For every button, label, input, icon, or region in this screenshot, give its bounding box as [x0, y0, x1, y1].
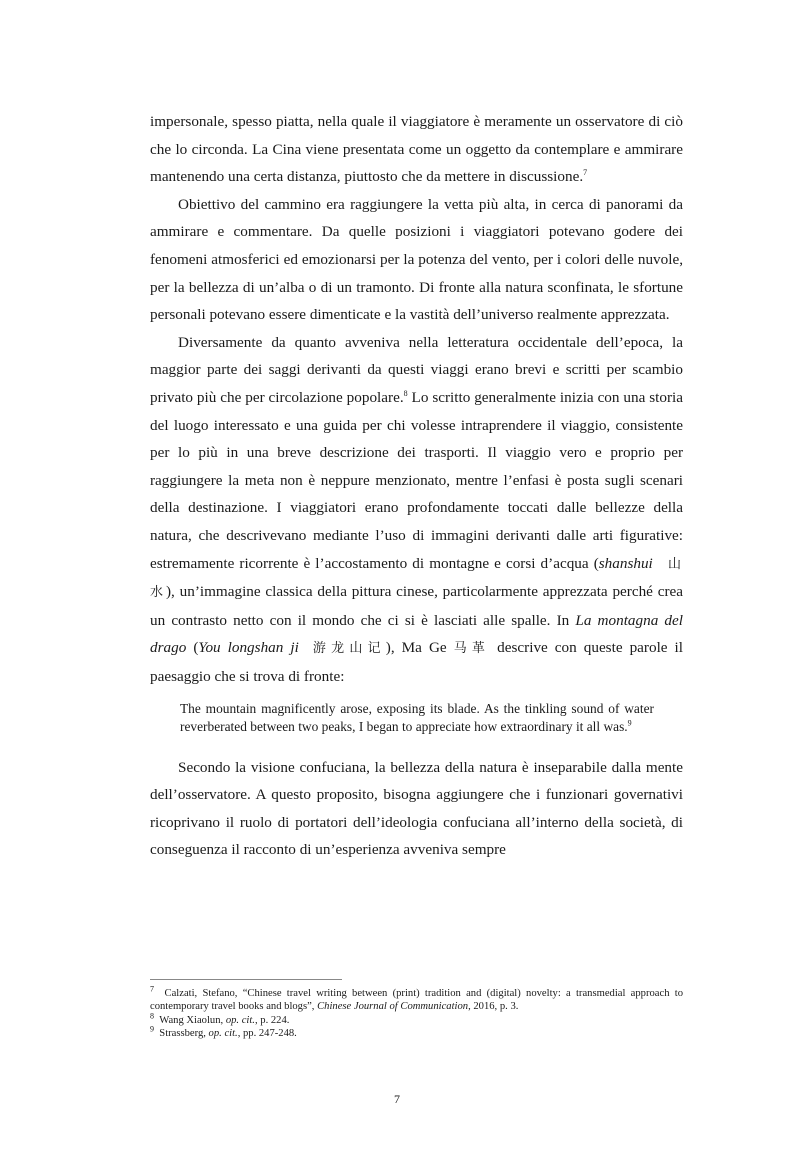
author-name-chinese: 马革 — [453, 641, 491, 657]
work-title-italian: La montagna del drago — [150, 611, 683, 657]
work-title-pinyin: You longshan ji — [198, 639, 299, 657]
block-quote: The mountain magnificently arose, exposing its blade. As the tinkling sound of water reverberated between two peaks, I began to appreciate how extraordinary it all was.$^9$ — [180, 701, 654, 735]
footnotes — [150, 984, 683, 1041]
main-text — [150, 108, 683, 864]
footnote-7: $^7$ Calzati, Stefano, “Chinese travel writing between (print) tradition and (digital) novelty: a transmedial approach to contemporary travel books and blogs”, Chinese Journal of Communication, 2016, p. 3. — [150, 984, 683, 1013]
footnote-9: $^9$ Strassberg, op. cit., pp. 247-248. — [150, 1024, 297, 1040]
paragraph-3: Diversamente da quanto avveniva nella letteratura occidentale dell’epoca, la maggior parte dei saggi derivanti da questi viaggi erano brevi e scritti per scambio privato più che per circolazione popolare.$^8$ Lo scritto generalmente inizia con una storia del luogo interessato e una guida per chi volesse intraprendere il viaggio, consistente per lo più in una breve descrizione dei trasporti. Il viaggio vero e proprio per raggiungere la meta non è neppure menzionato, mentre l’enfasi è posta sugli scenari della destinazione. I viaggiatori erano profondamente toccati dalle bellezze della natura, che descrivevano mediante l’uso di immagini derivanti dalle arti figurative: estremamente ricorrente è l’accostamento di montagne e corsi d’acqua (shanshui 山水), un’immagine classica della pittura cinese, particolarmente apprezzata perché crea un contrasto netto con il mondo che ci si è lasciati alle spalle. In La montagna del drago (You longshan ji 游龙山记), Ma Ge 马革 descrive con queste parole il paesaggio che si trova di fronte: — [150, 333, 684, 685]
footnote-separator — [150, 979, 342, 980]
term-shanshui: shanshui — [598, 554, 653, 572]
footnote-8: $^8$ Wang Xiaolun, op. cit., p. 224. — [150, 1011, 290, 1026]
paragraph-2: Obiettivo del cammino era raggiungere la vetta più alta, in cerca di panorami da ammirare e commentare. Da quelle posizioni i viaggiatori potevano godere dei fenomeni atmosferici ed emozionarsi per la potenza del vento, per i colori delle nuvole, per la bellezza di un’alba o di un tramonto. Di fronte alla natura sconfinata, le sfortune personali potevano essere dimenticate e la vastità dell’universo realmente apprezzata. — [150, 195, 683, 324]
paragraph-4: Secondo la visione confuciana, la bellezza della natura è inseparabile dalla mente dell’osservatore. A questo proposito, bisogna aggiungere che i funzionari governativi ricoprivano il ruolo di portatori dell’ideologia confuciana all’interno della società, di conseguenza il racconto di un’esperienza avveniva sempre — [150, 758, 683, 859]
footnote-ref-8[interactable]: 8 — [403, 388, 408, 398]
footnote-ref-9[interactable]: 9 — [627, 718, 632, 728]
paragraph-1: impersonale, spesso piatta, nella quale il viaggiatore è meramente un osservatore di ciò che lo circonda. La Cina viene presentata come un oggetto da contemplare e ammirare mantenendo una certa distanza, piuttosto che da mettere in discussione.$^7$ — [150, 113, 683, 186]
term-shanshui-chinese: 山水 — [150, 556, 684, 601]
work-title-chinese: 游龙山记 — [312, 641, 386, 657]
page-number: 7 — [394, 1092, 400, 1106]
footnote-ref-7[interactable]: 7 — [583, 168, 588, 178]
